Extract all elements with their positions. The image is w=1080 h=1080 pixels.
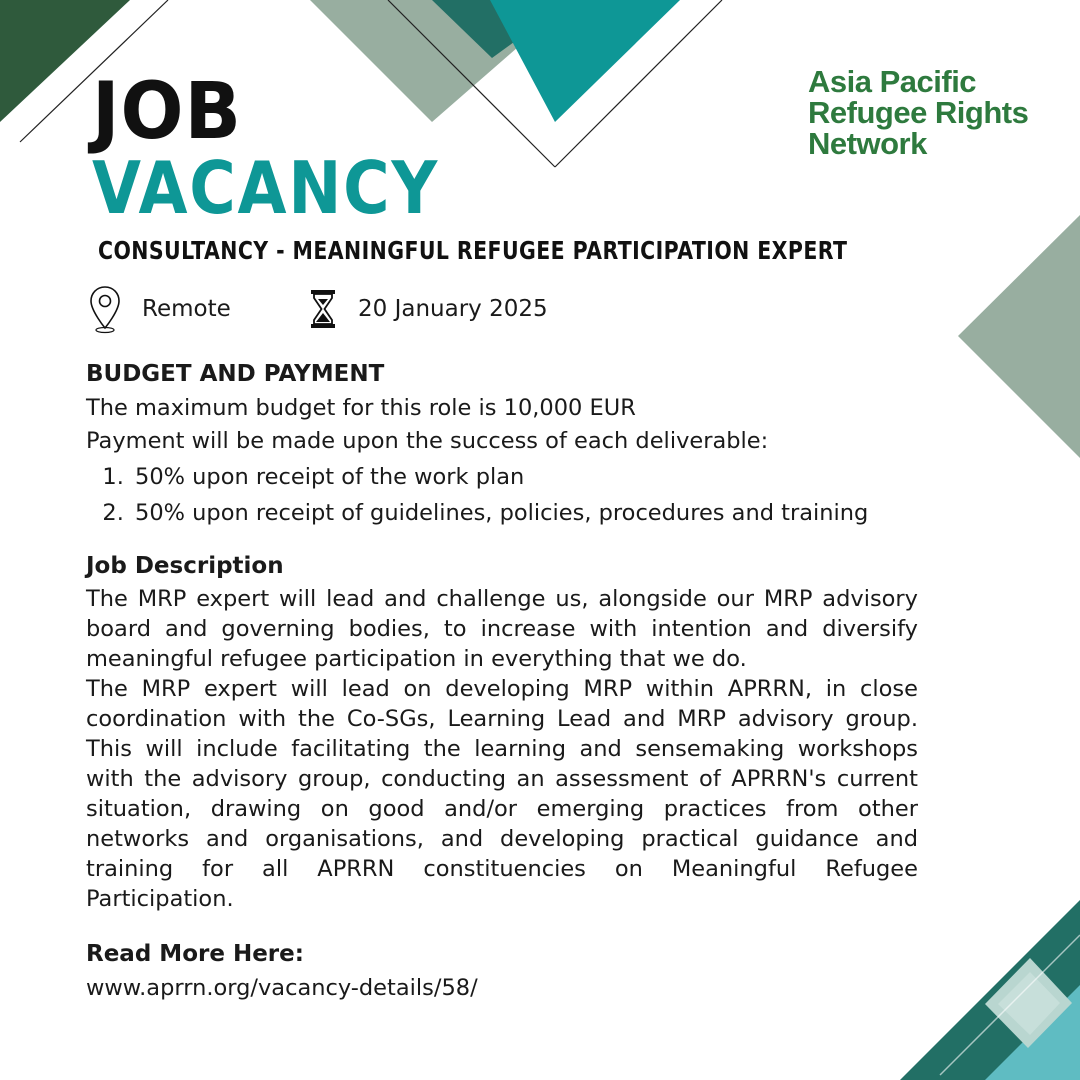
deadline-info — [308, 284, 548, 334]
description-para-2: The MRP expert will lead on developing MRP within APRRN, in close coordination with the Co-SGs, Learning Lead and MRP advisory group. This will include facilitating the learning and sensemaking workshops with the advisory group, conducting an assessment of APRRN's current situation, drawing on good and/or emerging practices from other networks and organisations, and developing practical guidance and training for all APRRN constituencies on Meaningful Refugee Participation. — [86, 676, 918, 912]
location-info — [88, 284, 231, 334]
location-label: Remote — [142, 296, 231, 322]
main-content — [86, 358, 918, 1006]
map-pin-icon — [88, 284, 122, 334]
logo-line-1: Asia Pacific — [808, 64, 977, 99]
description-heading: Job Description — [86, 553, 284, 579]
deadline-label: 20 January 2025 — [358, 296, 548, 322]
budget-heading: BUDGET AND PAYMENT — [86, 361, 385, 387]
budget-line-2: Payment will be made upon the success of each deliverable: — [86, 428, 769, 454]
org-logo — [808, 66, 1028, 159]
payment-item: 2. 50% upon receipt of guidelines, policies, procedures and training — [131, 498, 918, 528]
title-vacancy: VACANCY — [92, 146, 440, 230]
deco-right-sage-triangle — [958, 215, 1080, 458]
logo-line-3: Network — [808, 126, 927, 161]
logo-line-2: Refugee Rights — [808, 95, 1029, 130]
title-job: JOB — [92, 67, 242, 157]
read-more-heading: Read More Here: — [86, 941, 304, 967]
read-more-link[interactable]: www.aprrn.org/vacancy-details/58/ — [86, 975, 478, 1001]
hourglass-icon — [308, 288, 338, 330]
budget-line-1: The maximum budget for this role is 10,000 EUR — [86, 395, 636, 421]
deco-teal-triangle — [490, 0, 680, 122]
payment-list — [86, 462, 918, 528]
description-para-1: The MRP expert will lead and challenge us, alongside our MRP advisory board and governing bodies, to increase with intention and diversify meaningful refugee participation in everything that we do. — [86, 586, 918, 672]
payment-item: 1. 50% upon receipt of the work plan — [131, 462, 918, 492]
position-title: CONSULTANCY - MEANINGFUL REFUGEE PARTICIPATION EXPERT — [98, 236, 848, 265]
